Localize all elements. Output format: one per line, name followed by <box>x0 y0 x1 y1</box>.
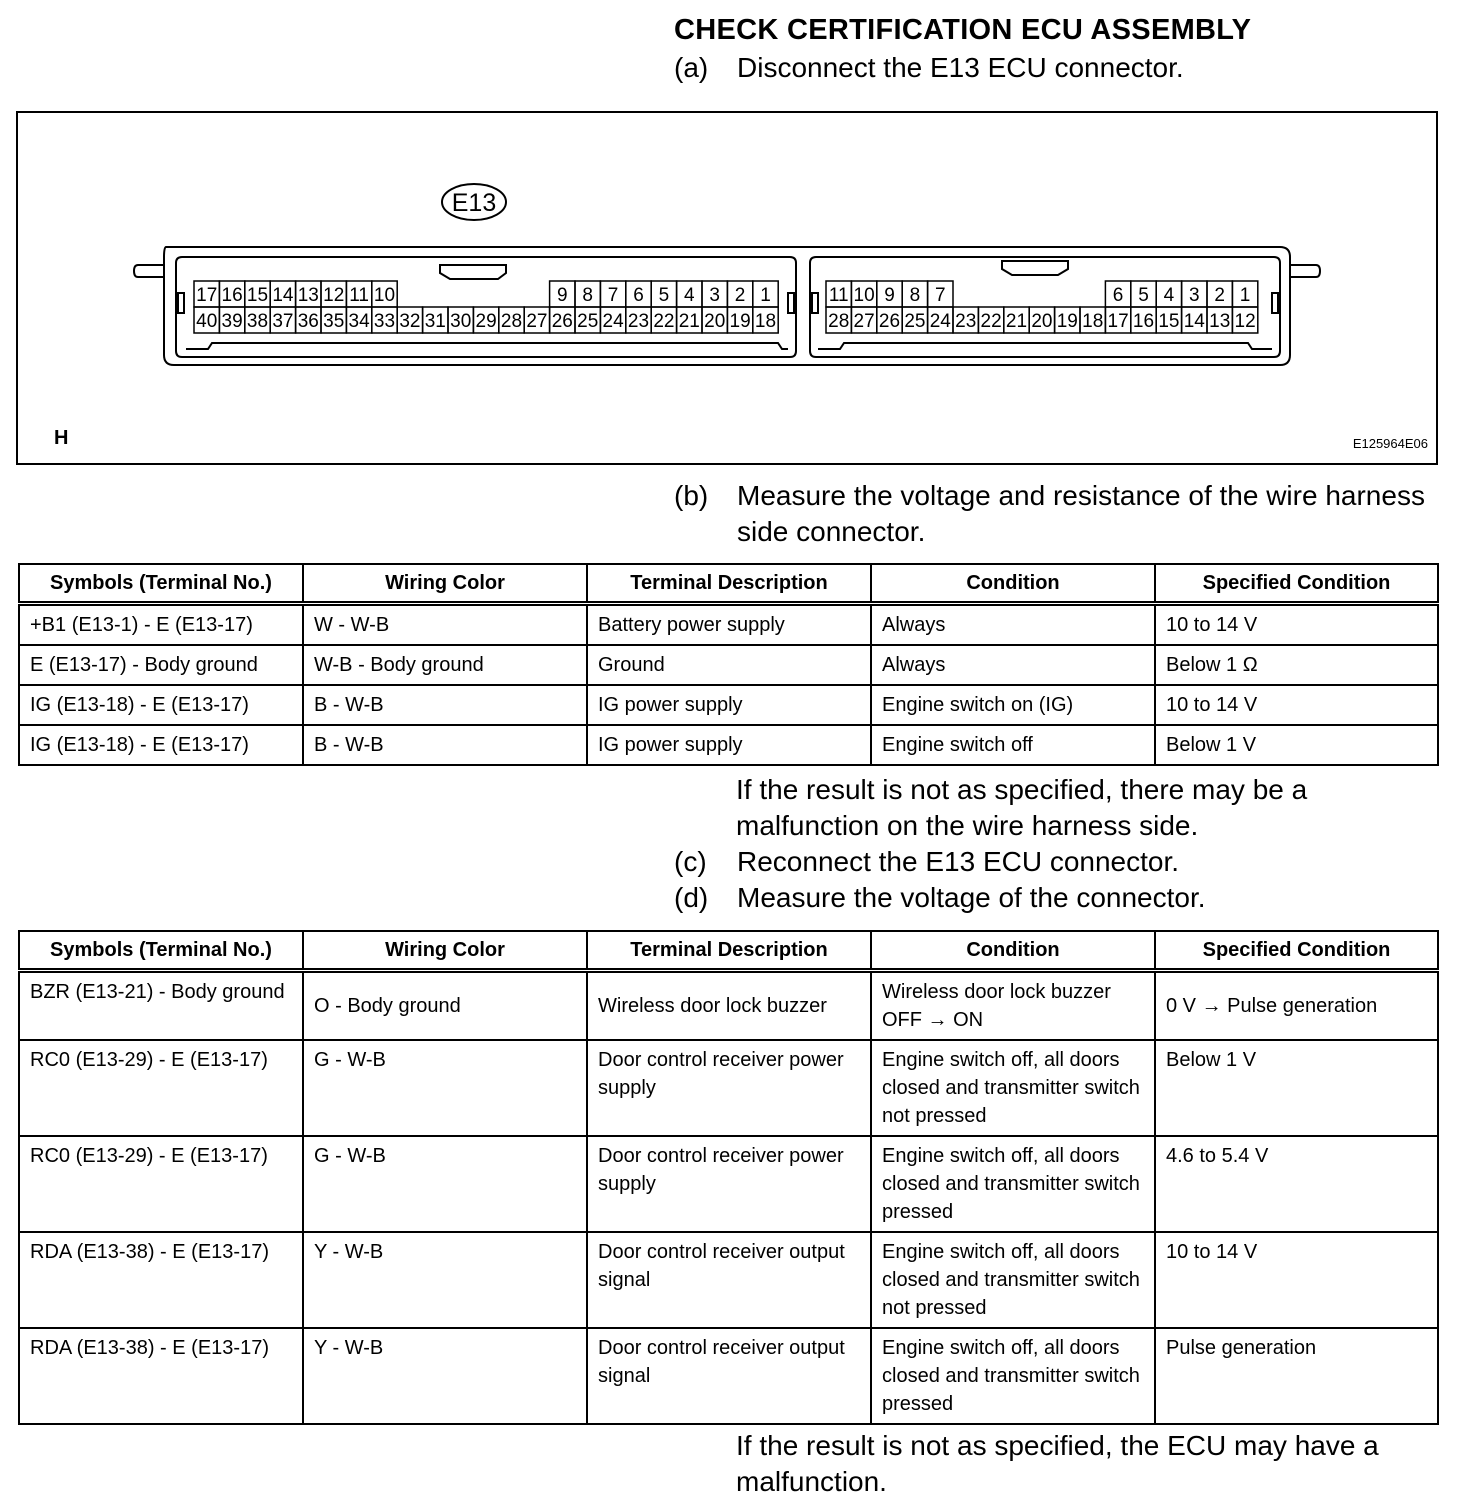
table-cell: IG power supply <box>587 685 871 725</box>
harness-side-table <box>18 563 1439 766</box>
table-cell: Below 1 V <box>1155 1040 1438 1136</box>
table-cell: Door control receiver power supply <box>587 1040 871 1136</box>
terminal-number: 4 <box>684 285 695 306</box>
terminal-number: 19 <box>1056 311 1078 332</box>
table-cell: Engine switch off, all doors closed and transmitter switch not pressed <box>871 1040 1155 1136</box>
terminal-number: 11 <box>828 285 849 306</box>
terminal-number: 13 <box>1209 311 1231 332</box>
table-cell: Pulse generation <box>1155 1328 1438 1424</box>
table-row <box>19 1040 1438 1136</box>
terminal-number: 1 <box>760 285 771 306</box>
rail-right <box>818 343 1272 349</box>
table-cell: RC0 (E13-29) - E (E13-17) <box>19 1040 303 1136</box>
terminal-number: 15 <box>246 285 269 306</box>
terminal-number: 7 <box>607 285 619 306</box>
table-cell: G - W-B <box>303 1136 587 1232</box>
table-cell: 10 to 14 V <box>1155 1232 1438 1328</box>
table-row <box>19 971 1438 1041</box>
terminal-number: 27 <box>526 311 548 332</box>
note-ecu: If the result is not as specified, the ECU may have a malfunction. <box>736 1430 1379 1497</box>
connector-label: E13 <box>451 189 497 217</box>
terminal-number: 31 <box>424 311 446 332</box>
terminal-number: 35 <box>323 311 345 332</box>
key-left-2 <box>788 293 794 313</box>
step-b <box>674 478 1464 550</box>
step-text: Disconnect the E13 ECU connector. <box>737 52 1184 83</box>
table-cell: Below 1 Ω <box>1155 645 1438 685</box>
e13-connector-diagram <box>18 113 1436 463</box>
terminal-number: 14 <box>1183 311 1205 332</box>
terminal-number: 34 <box>348 311 370 332</box>
table-cell: RDA (E13-38) - E (E13-17) <box>19 1328 303 1424</box>
terminal-number: 21 <box>1005 311 1028 332</box>
column-header: Specified Condition <box>1155 931 1438 971</box>
table-cell: Wireless door lock buzzer OFF → ON <box>871 971 1155 1041</box>
table-cell: W-B - Body ground <box>303 645 587 685</box>
table-cell: Always <box>871 604 1155 646</box>
terminal-number: 16 <box>221 285 243 306</box>
step-text: Measure the voltage of the connector. <box>737 882 1206 913</box>
table-cell: BZR (E13-21) - Body ground <box>19 971 303 1041</box>
table-cell: G - W-B <box>303 1040 587 1136</box>
housing-side-tab-left <box>134 265 164 277</box>
table-cell: Always <box>871 645 1155 685</box>
table-cell: 0 V → Pulse generation <box>1155 971 1438 1041</box>
terminal-number: 10 <box>373 285 396 306</box>
table-cell: Y - W-B <box>303 1232 587 1328</box>
step-label: (a) <box>674 52 709 83</box>
terminal-number: 25 <box>577 311 599 332</box>
terminal-number: 16 <box>1132 311 1155 332</box>
table-row <box>19 1328 1438 1424</box>
terminal-number: 26 <box>551 311 573 332</box>
table-cell: IG (E13-18) - E (E13-17) <box>19 685 303 725</box>
terminal-number: 40 <box>196 311 218 332</box>
step-d <box>674 880 1464 916</box>
terminal-number: 12 <box>323 285 345 306</box>
terminal-number: 6 <box>1112 285 1124 306</box>
terminal-number: 30 <box>450 311 472 332</box>
figure-image-id: E125964E06 <box>1352 436 1428 451</box>
terminal-number: 2 <box>1214 285 1225 306</box>
figure-corner-label: H <box>54 427 69 449</box>
terminal-number: 19 <box>729 311 751 332</box>
terminal-number: 28 <box>500 311 523 332</box>
terminal-number: 9 <box>557 285 568 306</box>
table-cell: Engine switch off, all doors closed and transmitter switch not pressed <box>871 1232 1155 1328</box>
table-header-row <box>19 564 1438 604</box>
rail-left <box>186 343 788 349</box>
terminal-number: 36 <box>297 311 319 332</box>
terminal-number: 17 <box>1107 311 1129 332</box>
table-cell: B - W-B <box>303 725 587 765</box>
terminal-number: 22 <box>980 311 1002 332</box>
table-row <box>19 1232 1438 1328</box>
table-cell: +B1 (E13-1) - E (E13-17) <box>19 604 303 646</box>
terminal-number: 13 <box>297 285 319 306</box>
latch-right <box>1002 261 1068 275</box>
table-cell: RC0 (E13-29) - E (E13-17) <box>19 1136 303 1232</box>
terminal-number: 2 <box>734 285 746 306</box>
key-right-1 <box>812 293 818 313</box>
terminal-number: 20 <box>1031 311 1053 332</box>
column-header: Terminal Description <box>587 564 871 604</box>
table-cell: Below 1 V <box>1155 725 1438 765</box>
latch-left <box>440 265 506 279</box>
terminal-number: 3 <box>1189 285 1200 306</box>
terminal-number: 32 <box>399 311 421 332</box>
table-cell: 4.6 to 5.4 V <box>1155 1136 1438 1232</box>
terminal-number: 7 <box>935 285 946 306</box>
terminal-number: 22 <box>653 311 675 332</box>
key-left-1 <box>178 293 184 313</box>
table-cell: RDA (E13-38) - E (E13-17) <box>19 1232 303 1328</box>
table-cell: Engine switch off, all doors closed and transmitter switch pressed <box>871 1328 1155 1424</box>
terminal-number: 5 <box>1138 285 1149 306</box>
note-harness: If the result is not as specified, there may be a malfunction on the wire harness side. <box>736 774 1308 841</box>
terminal-number: 12 <box>1234 311 1256 332</box>
terminal-number: 28 <box>828 311 850 332</box>
connector-figure <box>16 111 1438 465</box>
terminal-number: 25 <box>904 311 926 332</box>
table-cell: Engine switch off <box>871 725 1155 765</box>
column-header: Wiring Color <box>303 564 587 604</box>
table-cell: 10 to 14 V <box>1155 685 1438 725</box>
terminal-number: 27 <box>853 311 875 332</box>
table-row <box>19 645 1438 685</box>
terminal-number: 24 <box>929 311 951 332</box>
table-cell: Engine switch off, all doors closed and transmitter switch pressed <box>871 1136 1155 1232</box>
terminal-number: 11 <box>349 285 369 306</box>
page-title: CHECK CERTIFICATION ECU ASSEMBLY <box>674 14 1252 46</box>
terminal-number: 21 <box>678 311 700 332</box>
step-label: (b) <box>674 480 709 511</box>
table-cell: Battery power supply <box>587 604 871 646</box>
column-header: Specified Condition <box>1155 564 1438 604</box>
terminal-number: 37 <box>272 311 294 332</box>
table-cell: Ground <box>587 645 871 685</box>
terminal-number: 4 <box>1163 285 1175 306</box>
column-header: Terminal Description <box>587 931 871 971</box>
table-row <box>19 685 1438 725</box>
table-cell: Wireless door lock buzzer <box>587 971 871 1041</box>
column-header: Condition <box>871 931 1155 971</box>
terminal-number: 3 <box>709 285 720 306</box>
terminal-number: 39 <box>221 311 243 332</box>
terminal-number: 23 <box>627 311 650 332</box>
terminal-number: 23 <box>955 311 977 332</box>
terminal-number: 26 <box>878 311 901 332</box>
table-cell: IG (E13-18) - E (E13-17) <box>19 725 303 765</box>
table-cell: Engine switch on (IG) <box>871 685 1155 725</box>
table-row <box>19 725 1438 765</box>
terminal-number: 29 <box>475 311 497 332</box>
connector-voltage-table <box>18 930 1439 1425</box>
terminal-number: 18 <box>754 311 777 332</box>
housing-side-tab-right <box>1290 265 1320 277</box>
table-cell: Door control receiver output signal <box>587 1232 871 1328</box>
step-text: Measure the voltage and resistance of the wire harness side connector. <box>737 480 1425 547</box>
terminal-number: 18 <box>1082 311 1104 332</box>
table-cell: Door control receiver output signal <box>587 1328 871 1424</box>
step-text: Reconnect the E13 ECU connector. <box>737 846 1180 877</box>
column-header: Symbols (Terminal No.) <box>19 564 303 604</box>
table-row <box>19 604 1438 646</box>
terminal-number: 17 <box>196 285 218 306</box>
key-right-2 <box>1272 293 1278 313</box>
terminal-number: 15 <box>1158 311 1180 332</box>
terminal-number: 38 <box>246 311 269 332</box>
table-cell: IG power supply <box>587 725 871 765</box>
column-header: Symbols (Terminal No.) <box>19 931 303 971</box>
table-row <box>19 1136 1438 1232</box>
table-cell: B - W-B <box>303 685 587 725</box>
terminal-number: 8 <box>909 285 921 306</box>
step-label: (d) <box>674 882 709 913</box>
table-cell: Door control receiver power supply <box>587 1136 871 1232</box>
terminal-number: 14 <box>272 285 294 306</box>
terminal-number: 24 <box>602 311 624 332</box>
step-label: (c) <box>674 846 707 877</box>
column-header: Wiring Color <box>303 931 587 971</box>
terminal-number: 20 <box>704 311 726 332</box>
table-cell: E (E13-17) - Body ground <box>19 645 303 685</box>
table-cell: 10 to 14 V <box>1155 604 1438 646</box>
terminal-number: 8 <box>582 285 593 306</box>
terminal-number: 6 <box>633 285 644 306</box>
table-cell: O - Body ground <box>303 971 587 1041</box>
table-header-row <box>19 931 1438 971</box>
terminal-number: 1 <box>1239 285 1251 306</box>
table-cell: Y - W-B <box>303 1328 587 1424</box>
step-a <box>674 50 1464 86</box>
terminal-number: 9 <box>884 285 895 306</box>
terminal-number: 10 <box>853 285 875 306</box>
terminal-number: 5 <box>658 285 670 306</box>
column-header: Condition <box>871 564 1155 604</box>
step-c <box>674 844 1464 880</box>
terminal-number: 33 <box>373 311 396 332</box>
table-cell: W - W-B <box>303 604 587 646</box>
